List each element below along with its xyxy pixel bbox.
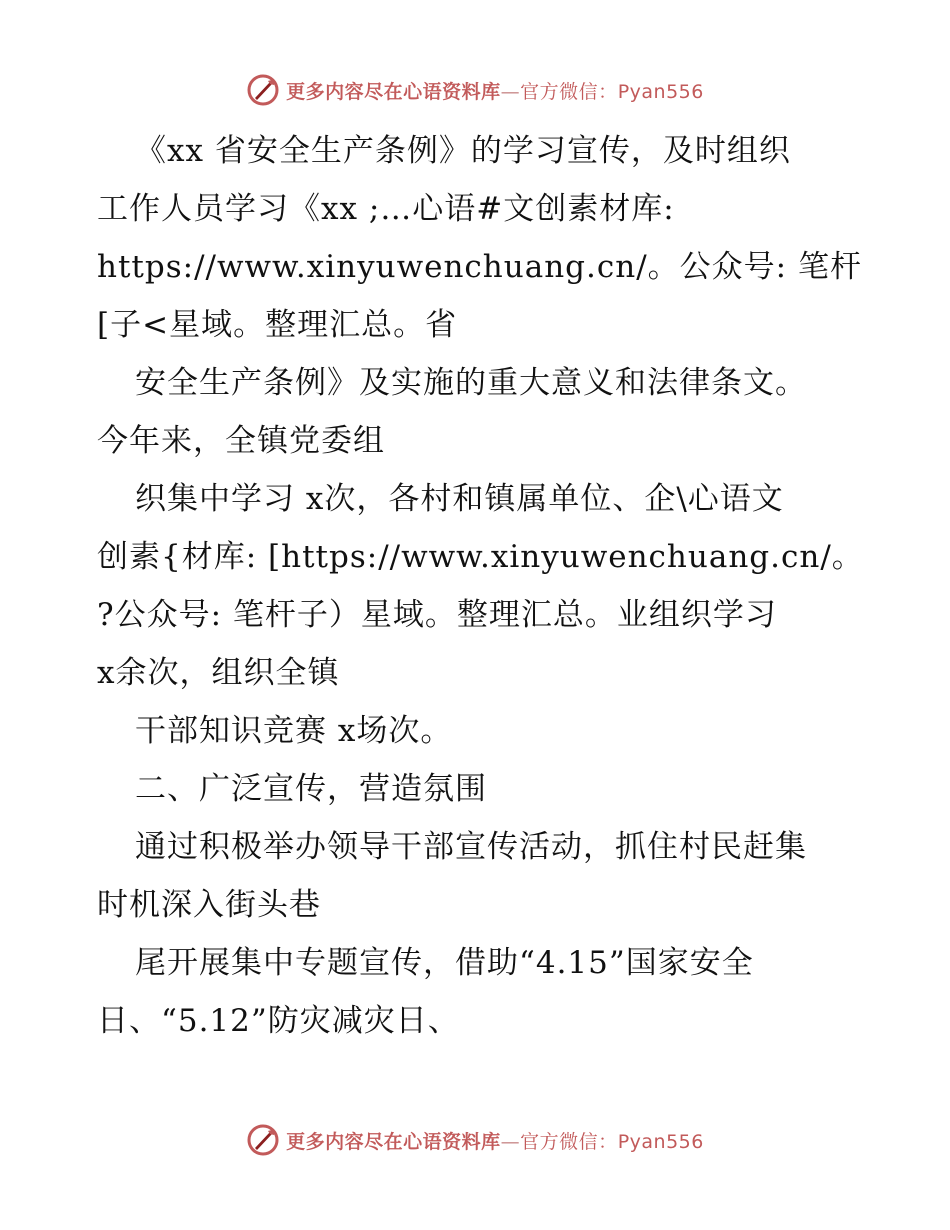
text-line: 织集中学习 x次，各村和镇属单位、企\心语文 — [135, 481, 784, 517]
text-line: 今年来，全镇党委组 — [97, 423, 385, 459]
document-body — [97, 122, 867, 1050]
banner-separator: — — [500, 1130, 521, 1153]
text-line: x余次，组织全镇 — [97, 655, 340, 691]
text-line: 尾开展集中专题宣传，借助“4.15”国家安全 — [135, 945, 754, 981]
text-line: 通过积极举办领导干部宣传活动，抓住村民赶集 — [135, 829, 807, 865]
text-line: 安全生产条例》及实施的重大意义和法律条文。 — [135, 365, 807, 401]
text-line: https://www.xinyuwenchuang.cn/。公众号: 笔杆 — [97, 249, 862, 285]
text-line: 二、广泛宣传，营造氛围 — [135, 771, 487, 807]
text-line: 干部知识竞赛 x场次。 — [135, 713, 453, 749]
banner-wechat-id: Pyan556 — [617, 1130, 704, 1153]
text-line: 工作人员学习《xx ;…心语#文创素材库: — [97, 191, 675, 227]
quill-logo-icon — [246, 73, 280, 107]
banner-text — [286, 77, 704, 104]
text-line: 《xx 省安全生产条例》的学习宣传，及时组织 — [135, 133, 791, 169]
banner-brand: 更多内容尽在心语资料库 — [286, 1130, 501, 1153]
banner-wechat-id: Pyan556 — [617, 80, 704, 103]
banner-brand: 更多内容尽在心语资料库 — [286, 80, 501, 103]
text-line: 时机深入街头巷 — [97, 887, 321, 923]
banner-separator: — — [500, 80, 521, 103]
text-line: ?公众号: 笔杆子）星域。整理汇总。业组织学习 — [97, 597, 777, 633]
header-banner — [0, 70, 950, 110]
banner-wechat-label: 官方微信： — [520, 80, 618, 103]
footer-banner — [0, 1120, 950, 1160]
banner-wechat-label: 官方微信： — [520, 1130, 618, 1153]
text-line: 日、“5.12”防灾减灾日、 — [97, 1003, 460, 1039]
text-line: [子<星域。整理汇总。省 — [97, 307, 458, 343]
text-line: 创素{材库: [https://www.xinyuwenchuang.cn/。 — [97, 539, 864, 575]
quill-logo-icon — [246, 1123, 280, 1157]
banner-text — [286, 1127, 704, 1154]
